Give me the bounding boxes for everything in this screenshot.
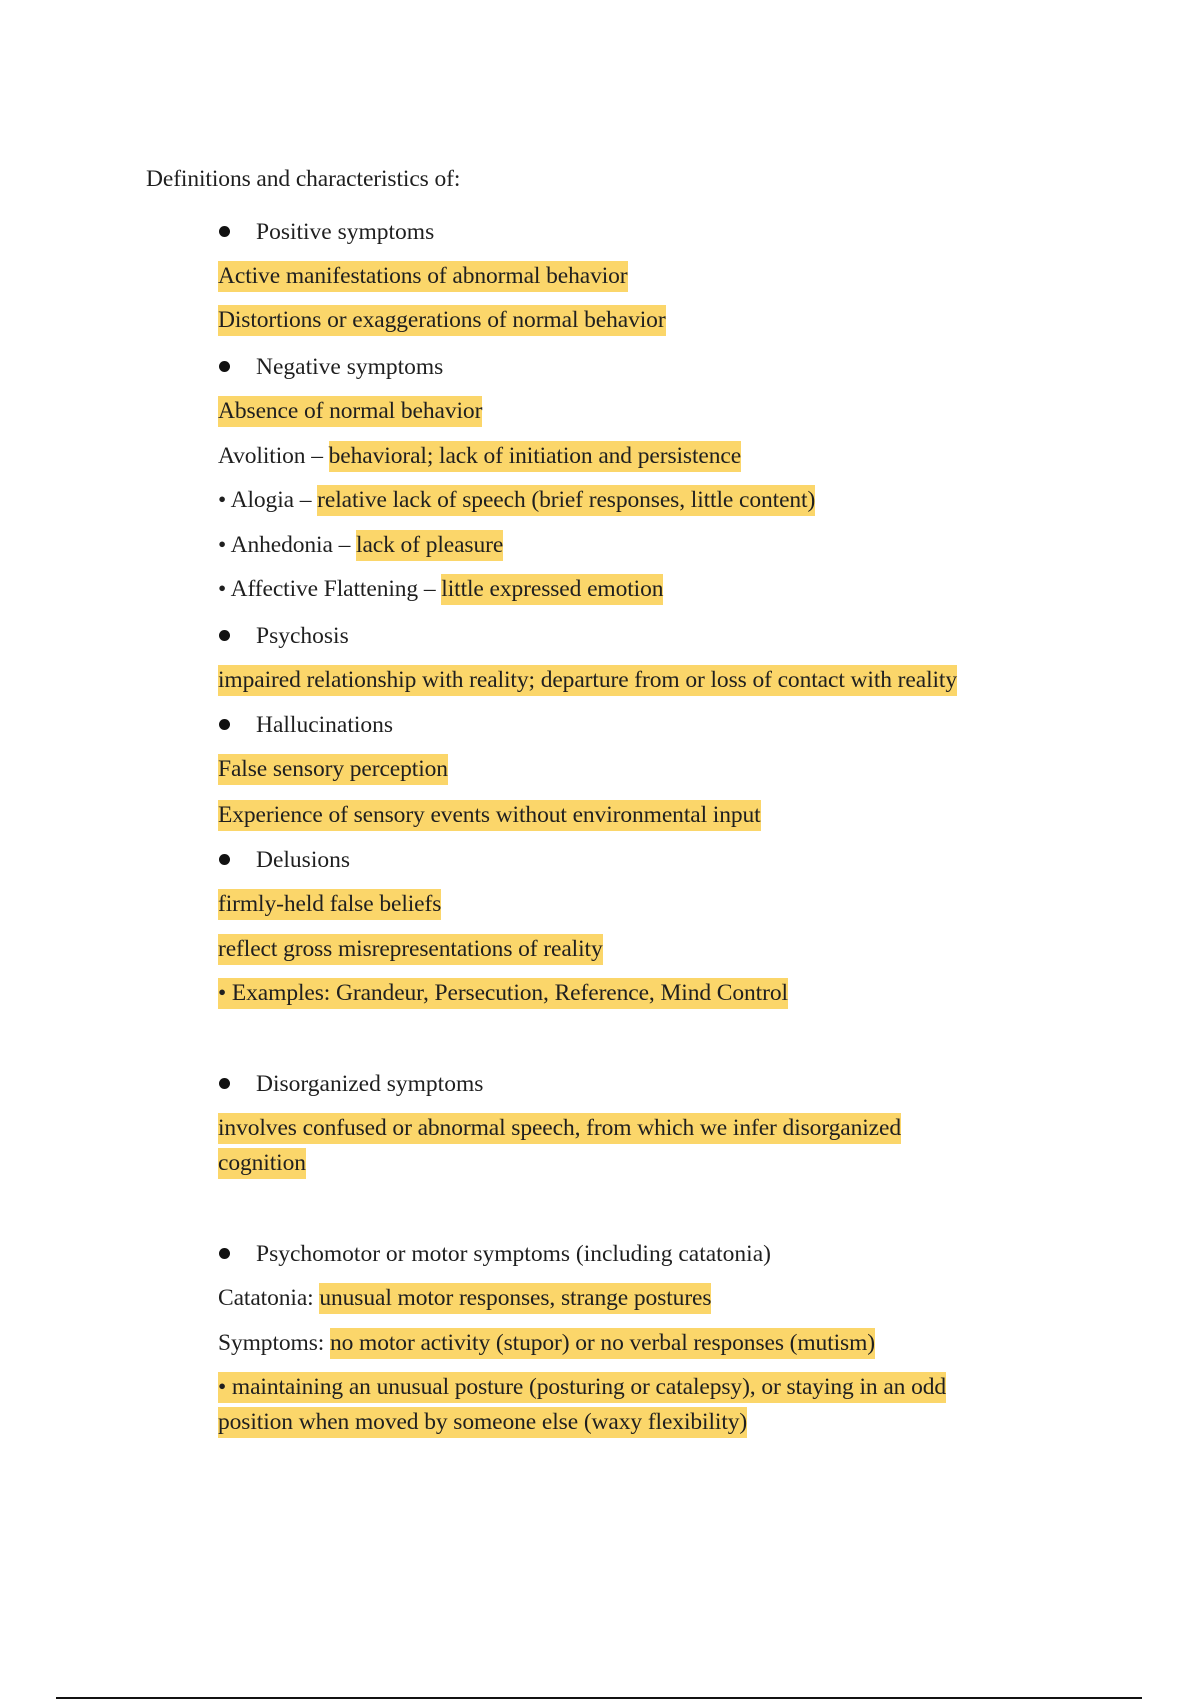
posture-line-1 [218, 1372, 946, 1402]
bullet-label: Psychosis [256, 623, 349, 649]
bullet-label: Psychomotor or motor symptoms (including catatonia) [256, 1241, 771, 1267]
hallucinations-line-2 [218, 800, 761, 830]
avolition-line [218, 441, 741, 471]
bullet-label: Negative symptoms [256, 354, 444, 380]
bullet-dot-icon [219, 361, 230, 372]
negative-line-1 [218, 396, 482, 426]
highlighted-text: no motor activity (stupor) or no verbal responses (mutism) [330, 1328, 875, 1359]
highlighted-text: Active manifestations of abnormal behavior [218, 261, 628, 292]
positive-line-1 [218, 261, 628, 291]
term-label: • Alogia – [218, 487, 318, 513]
term-label: • Affective Flattening – [218, 576, 442, 602]
highlighted-text: Experience of sensory events without environmental input [218, 800, 761, 831]
highlighted-text: impaired relationship with reality; departure from or loss of contact with reality [218, 665, 957, 696]
highlighted-text: unusual motor responses, strange postures [319, 1283, 711, 1314]
disorganized-line-1 [218, 1113, 901, 1143]
bullet-label: Hallucinations [256, 712, 394, 738]
delusions-line-1 [218, 889, 441, 919]
highlighted-text: • maintaining an unusual posture (posturing or catalepsy), or staying in an odd [218, 1372, 946, 1403]
bullet-label: Delusions [256, 847, 350, 873]
bullet-negative-symptoms [219, 352, 443, 382]
bullet-dot-icon [219, 1248, 230, 1259]
alogia-line [218, 485, 815, 515]
term-label: Symptoms: [218, 1330, 330, 1356]
term-label: Catatonia: [218, 1285, 320, 1311]
bullet-dot-icon [219, 1078, 230, 1089]
highlighted-text: behavioral; lack of initiation and persistence [329, 441, 741, 472]
highlighted-text: firmly-held false beliefs [218, 889, 441, 920]
delusions-examples-line [218, 978, 788, 1008]
posture-line-2 [218, 1407, 747, 1437]
disorganized-line-2 [218, 1148, 306, 1178]
bullet-dot-icon [219, 630, 230, 641]
highlighted-text: Absence of normal behavior [218, 396, 482, 427]
bullet-disorganized-symptoms [219, 1069, 483, 1099]
highlighted-text: Distortions or exaggerations of normal behavior [218, 305, 666, 336]
highlighted-text: cognition [218, 1148, 306, 1179]
bullet-label: Disorganized symptoms [256, 1071, 484, 1097]
page-heading: Definitions and characteristics of: [146, 166, 461, 192]
psychosis-line-1 [218, 665, 957, 695]
bullet-dot-icon [219, 854, 230, 865]
delusions-line-2 [218, 934, 603, 964]
term-label: Avolition – [218, 443, 329, 469]
term-label: • Anhedonia – [218, 532, 357, 558]
catatonia-line [218, 1283, 711, 1313]
highlighted-text: • Examples: Grandeur, Persecution, Reference, Mind Control [218, 978, 788, 1009]
affective-flattening-line [218, 574, 663, 604]
highlighted-text: position when moved by someone else (waxy flexibility) [218, 1407, 747, 1438]
highlighted-text: little expressed emotion [441, 574, 663, 605]
bullet-delusions [219, 845, 350, 875]
page-bottom-rule [56, 1697, 1142, 1699]
bullet-dot-icon [219, 226, 230, 237]
bullet-positive-symptoms [219, 217, 434, 247]
anhedonia-line [218, 530, 503, 560]
bullet-hallucinations [219, 710, 393, 740]
highlighted-text: lack of pleasure [356, 530, 503, 561]
bullet-dot-icon [219, 719, 230, 730]
positive-line-2 [218, 305, 666, 335]
highlighted-text: reflect gross misrepresentations of reality [218, 934, 603, 965]
bullet-label: Positive symptoms [256, 219, 435, 245]
symptoms-line [218, 1328, 875, 1358]
highlighted-text: relative lack of speech (brief responses, little content) [317, 485, 815, 516]
highlighted-text: involves confused or abnormal speech, from which we infer disorganized [218, 1113, 901, 1144]
bullet-psychosis [219, 621, 349, 651]
hallucinations-line-1 [218, 754, 448, 784]
bullet-psychomotor-symptoms [219, 1239, 771, 1269]
highlighted-text: False sensory perception [218, 754, 448, 785]
